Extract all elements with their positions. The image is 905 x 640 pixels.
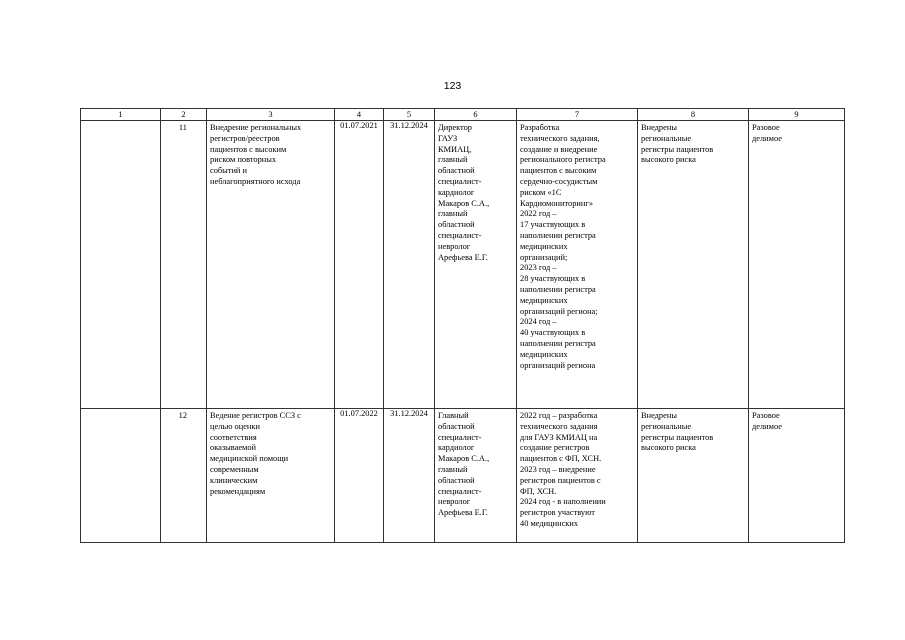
result-cell	[638, 409, 749, 543]
page-number: 123	[443, 80, 462, 92]
cell-line: невролог	[438, 241, 471, 251]
cell-line: высокого риска	[641, 155, 696, 165]
cell-line: Внедрены	[641, 123, 677, 132]
cell-line: современным	[210, 464, 259, 474]
cell-line: создание регистров	[520, 443, 590, 453]
cell-line: региональные	[641, 133, 692, 143]
cell-line: организаций;	[520, 252, 568, 262]
cell-line: делимое	[752, 133, 782, 143]
cell-line: главный	[438, 464, 468, 474]
cell-line: Ведение регистров ССЗ с	[210, 411, 301, 420]
cell-line: областной	[438, 220, 475, 230]
cell-line: 2023 год – внедрение	[520, 464, 596, 474]
cell-line: регистров/реестров	[210, 133, 280, 143]
cell-line: Разработка	[520, 123, 560, 132]
cell-line: главный	[438, 155, 468, 165]
cell-line: областной	[438, 421, 475, 431]
cell-line: риском повторных	[210, 155, 277, 165]
table-row	[81, 121, 845, 409]
cell-line: для ГАУЗ КМИАЦ на	[520, 432, 598, 442]
cell-line: медицинских	[520, 241, 568, 251]
cell-line: событий и	[210, 166, 247, 176]
cell-line: технического задания,	[520, 133, 600, 143]
row-col1-cell	[81, 121, 161, 409]
cell-line: Внедрены	[641, 411, 677, 420]
cell-line: 40 медицинских	[520, 518, 579, 528]
cell-line: кардиолог	[438, 443, 475, 453]
cell-line: медицинских	[520, 349, 568, 359]
start-date: 01.07.2021	[335, 121, 384, 409]
cell-line: наполнении регистра	[520, 338, 596, 348]
cell-line: пациентов с высоким	[520, 166, 597, 176]
cell-line: 28 участвующих в	[520, 274, 586, 284]
cell-line: медицинской помощи	[210, 454, 289, 464]
cell-line: КМИАЦ,	[438, 144, 472, 154]
responsible-cell	[435, 409, 517, 543]
description-cell	[517, 121, 638, 409]
cell-line: Макаров С.А.,	[438, 198, 490, 208]
cell-line: делимое	[752, 421, 782, 431]
cell-line: кардиолог	[438, 187, 475, 197]
description-cell	[517, 409, 638, 543]
cell-line: 40 участвующих в	[520, 328, 586, 338]
cell-line: специалист-	[438, 486, 482, 496]
cell-line: Разовое	[752, 123, 780, 132]
header-row	[81, 109, 845, 121]
cell-line: областной	[438, 475, 475, 485]
cell-line: пациентов с высоким	[210, 144, 287, 154]
header-cell-4: 4	[335, 109, 384, 121]
header-cell-2: 2	[161, 109, 207, 121]
cell-line: пациентов с ФП, ХСН.	[520, 454, 602, 464]
row-number: 11	[161, 121, 207, 409]
cell-line: Кардиомониторинг»	[520, 198, 594, 208]
cell-line: главный	[438, 209, 468, 219]
start-date: 01.07.2022	[335, 409, 384, 543]
cell-line: создание и внедрение	[520, 144, 598, 154]
header-cell-1: 1	[81, 109, 161, 121]
event-name-cell	[207, 409, 335, 543]
cell-line: 17 участвующих в	[520, 220, 586, 230]
cell-line: риском «1С	[520, 187, 562, 197]
cell-line: Разовое	[752, 411, 780, 420]
header-cell-8: 8	[638, 109, 749, 121]
cell-line: регистров участвуют	[520, 508, 595, 518]
plan-table	[80, 108, 845, 543]
cell-line: организаций региона	[520, 360, 596, 370]
cell-line: 2024 год –	[520, 317, 557, 327]
responsible-cell	[435, 121, 517, 409]
cell-line: ГАУЗ	[438, 133, 458, 143]
cell-line: оказываемой	[210, 443, 257, 453]
cell-line: сердечно-сосудистым	[520, 176, 598, 186]
cell-line: региональные	[641, 421, 692, 431]
cell-line: рекомендациям	[210, 486, 266, 496]
cell-line: неблагоприятного исхода	[210, 176, 301, 186]
table-row	[81, 409, 845, 543]
cell-line: Директор	[438, 123, 472, 132]
cell-line: 2022 год –	[520, 209, 557, 219]
header-cell-3: 3	[207, 109, 335, 121]
cell-line: целью оценки	[210, 421, 260, 431]
cell-line: Макаров С.А.,	[438, 454, 490, 464]
cell-line: регионального регистра	[520, 155, 606, 165]
cell-line: регистры пациентов	[641, 432, 714, 442]
header-cell-7: 7	[517, 109, 638, 121]
cell-line: клиническим	[210, 475, 258, 485]
row-col1-cell	[81, 409, 161, 543]
row-number: 12	[161, 409, 207, 543]
end-date: 31.12.2024	[384, 121, 435, 409]
cell-line: Арефьева Е.Г.	[438, 508, 488, 518]
cell-line: 2023 год –	[520, 263, 557, 273]
result-cell	[638, 121, 749, 409]
header-cell-6: 6	[435, 109, 517, 121]
cell-line: медицинских	[520, 295, 568, 305]
cell-line: регистры пациентов	[641, 144, 714, 154]
cell-line: специалист-	[438, 230, 482, 240]
cell-line: высокого риска	[641, 443, 696, 453]
type-cell	[749, 409, 845, 543]
header-cell-9: 9	[749, 109, 845, 121]
type-cell	[749, 121, 845, 409]
cell-line: специалист-	[438, 176, 482, 186]
cell-line: Арефьева Е.Г.	[438, 252, 488, 262]
cell-line: 2022 год – разработка	[520, 411, 598, 420]
cell-line: Внедрение региональных	[210, 123, 302, 132]
cell-line: соответствия	[210, 432, 257, 442]
cell-line: 2024 год - в наполнении	[520, 497, 606, 507]
cell-line: наполнении регистра	[520, 230, 596, 240]
cell-line: технического задания	[520, 421, 598, 431]
cell-line: специалист-	[438, 432, 482, 442]
event-name-cell	[207, 121, 335, 409]
end-date: 31.12.2024	[384, 409, 435, 543]
cell-line: наполнении регистра	[520, 284, 596, 294]
cell-line: Главный	[438, 411, 469, 420]
cell-line: невролог	[438, 497, 471, 507]
cell-line: ФП, ХСН.	[520, 486, 557, 496]
header-cell-5: 5	[384, 109, 435, 121]
cell-line: областной	[438, 166, 475, 176]
cell-line: организаций региона;	[520, 306, 598, 316]
cell-line: регистров пациентов с	[520, 475, 601, 485]
